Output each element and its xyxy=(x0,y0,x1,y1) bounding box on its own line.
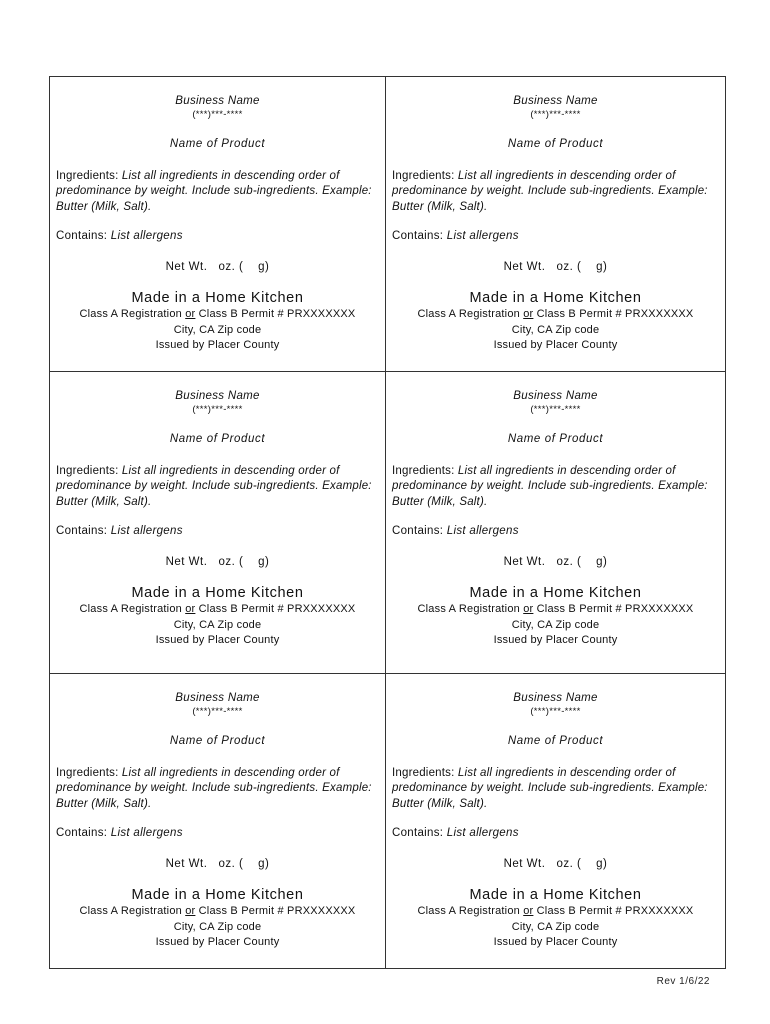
business-name: Business Name xyxy=(175,95,260,107)
net-weight: Net Wt. oz. ( g) xyxy=(165,260,270,273)
product-name: Name of Product xyxy=(169,138,266,150)
contains-text: List allergens xyxy=(446,525,519,537)
allergen-statement xyxy=(56,229,379,245)
ingredients-text: List all ingredients in descending order of predominance by weight. Include sub-ingredients. Example: Butter (Milk, Salt). xyxy=(392,766,708,810)
registration-line xyxy=(392,904,719,920)
reg-or: or xyxy=(523,308,534,320)
phone-number: (***)***-**** xyxy=(530,404,581,415)
product-name: Name of Product xyxy=(507,138,604,150)
product-name: Name of Product xyxy=(507,735,604,747)
product-name: Name of Product xyxy=(169,433,266,445)
reg-after: Class B Permit # PRXXXXXXX xyxy=(533,905,694,917)
issued-by: Issued by Placer County xyxy=(493,634,618,646)
issued-by: Issued by Placer County xyxy=(493,936,618,948)
phone-number: (***)***-**** xyxy=(530,706,581,717)
registration-line xyxy=(56,307,379,323)
contains-prefix: Contains: xyxy=(392,827,447,839)
revision-date: Rev 1/6/22 xyxy=(656,976,710,987)
issued-by: Issued by Placer County xyxy=(155,936,280,948)
ingredients-statement xyxy=(392,169,719,216)
reg-or: or xyxy=(523,603,534,615)
reg-before: Class A Registration xyxy=(417,603,524,615)
allergen-statement xyxy=(392,229,719,245)
made-in-home-kitchen: Made in a Home Kitchen xyxy=(131,887,304,903)
city-line: City, CA Zip code xyxy=(173,920,262,933)
food-label xyxy=(386,674,725,968)
reg-after: Class B Permit # PRXXXXXXX xyxy=(195,308,356,320)
ingredients-statement xyxy=(56,464,379,511)
net-weight: Net Wt. oz. ( g) xyxy=(165,555,270,568)
phone-number: (***)***-**** xyxy=(192,706,243,717)
business-name: Business Name xyxy=(513,692,598,704)
contains-text: List allergens xyxy=(110,230,183,242)
city-line: City, CA Zip code xyxy=(511,920,600,933)
ingredients-text: List all ingredients in descending order of predominance by weight. Include sub-ingredients. Example: Butter (Milk, Salt). xyxy=(392,464,708,508)
allergen-statement xyxy=(56,524,379,540)
ingredients-statement xyxy=(56,766,379,813)
ingredients-text: List all ingredients in descending order of predominance by weight. Include sub-ingredients. Example: Butter (Milk, Salt). xyxy=(392,169,708,213)
issued-by: Issued by Placer County xyxy=(155,634,280,646)
food-label xyxy=(50,77,386,372)
ingredients-prefix: Ingredients: xyxy=(56,766,122,779)
reg-after: Class B Permit # PRXXXXXXX xyxy=(533,603,694,615)
net-weight: Net Wt. oz. ( g) xyxy=(165,857,270,870)
registration-line xyxy=(56,602,379,618)
reg-before: Class A Registration xyxy=(417,905,524,917)
contains-prefix: Contains: xyxy=(392,230,447,242)
contains-text: List allergens xyxy=(446,230,519,242)
reg-before: Class A Registration xyxy=(79,603,186,615)
reg-or: or xyxy=(185,308,196,320)
business-name: Business Name xyxy=(513,95,598,107)
food-label xyxy=(50,372,386,674)
city-line: City, CA Zip code xyxy=(511,323,600,336)
contains-text: List allergens xyxy=(110,827,183,839)
business-name: Business Name xyxy=(513,390,598,402)
ingredients-prefix: Ingredients: xyxy=(392,169,458,182)
reg-before: Class A Registration xyxy=(417,308,524,320)
contains-text: List allergens xyxy=(446,827,519,839)
business-name: Business Name xyxy=(175,692,260,704)
ingredients-text: List all ingredients in descending order of predominance by weight. Include sub-ingredients. Example: Butter (Milk, Salt). xyxy=(56,169,372,213)
made-in-home-kitchen: Made in a Home Kitchen xyxy=(131,290,304,306)
net-weight: Net Wt. oz. ( g) xyxy=(503,857,608,870)
ingredients-prefix: Ingredients: xyxy=(56,169,122,182)
issued-by: Issued by Placer County xyxy=(155,339,280,351)
ingredients-text: List all ingredients in descending order of predominance by weight. Include sub-ingredients. Example: Butter (Milk, Salt). xyxy=(56,766,372,810)
food-label xyxy=(50,674,386,968)
contains-text: List allergens xyxy=(110,525,183,537)
net-weight: Net Wt. oz. ( g) xyxy=(503,260,608,273)
city-line: City, CA Zip code xyxy=(173,618,262,631)
ingredients-prefix: Ingredients: xyxy=(56,464,122,477)
ingredients-statement xyxy=(392,464,719,511)
reg-after: Class B Permit # PRXXXXXXX xyxy=(533,308,694,320)
reg-or: or xyxy=(185,905,196,917)
ingredients-statement xyxy=(56,169,379,216)
reg-or: or xyxy=(185,603,196,615)
contains-prefix: Contains: xyxy=(56,230,111,242)
reg-before: Class A Registration xyxy=(79,308,186,320)
product-name: Name of Product xyxy=(507,433,604,445)
ingredients-statement xyxy=(392,766,719,813)
ingredients-prefix: Ingredients: xyxy=(392,464,458,477)
allergen-statement xyxy=(392,826,719,842)
reg-before: Class A Registration xyxy=(79,905,186,917)
label-sheet xyxy=(49,76,726,969)
issued-by: Issued by Placer County xyxy=(493,339,618,351)
reg-or: or xyxy=(523,905,534,917)
city-line: City, CA Zip code xyxy=(173,323,262,336)
contains-prefix: Contains: xyxy=(56,525,111,537)
food-label xyxy=(386,372,725,674)
made-in-home-kitchen: Made in a Home Kitchen xyxy=(469,887,642,903)
allergen-statement xyxy=(392,524,719,540)
phone-number: (***)***-**** xyxy=(192,109,243,120)
reg-after: Class B Permit # PRXXXXXXX xyxy=(195,603,356,615)
registration-line xyxy=(392,307,719,323)
ingredients-text: List all ingredients in descending order of predominance by weight. Include sub-ingredients. Example: Butter (Milk, Salt). xyxy=(56,464,372,508)
product-name: Name of Product xyxy=(169,735,266,747)
contains-prefix: Contains: xyxy=(56,827,111,839)
contains-prefix: Contains: xyxy=(392,525,447,537)
phone-number: (***)***-**** xyxy=(192,404,243,415)
made-in-home-kitchen: Made in a Home Kitchen xyxy=(469,290,642,306)
allergen-statement xyxy=(56,826,379,842)
made-in-home-kitchen: Made in a Home Kitchen xyxy=(131,585,304,601)
business-name: Business Name xyxy=(175,390,260,402)
net-weight: Net Wt. oz. ( g) xyxy=(503,555,608,568)
ingredients-prefix: Ingredients: xyxy=(392,766,458,779)
registration-line xyxy=(392,602,719,618)
reg-after: Class B Permit # PRXXXXXXX xyxy=(195,905,356,917)
city-line: City, CA Zip code xyxy=(511,618,600,631)
made-in-home-kitchen: Made in a Home Kitchen xyxy=(469,585,642,601)
registration-line xyxy=(56,904,379,920)
phone-number: (***)***-**** xyxy=(530,109,581,120)
food-label xyxy=(386,77,725,372)
